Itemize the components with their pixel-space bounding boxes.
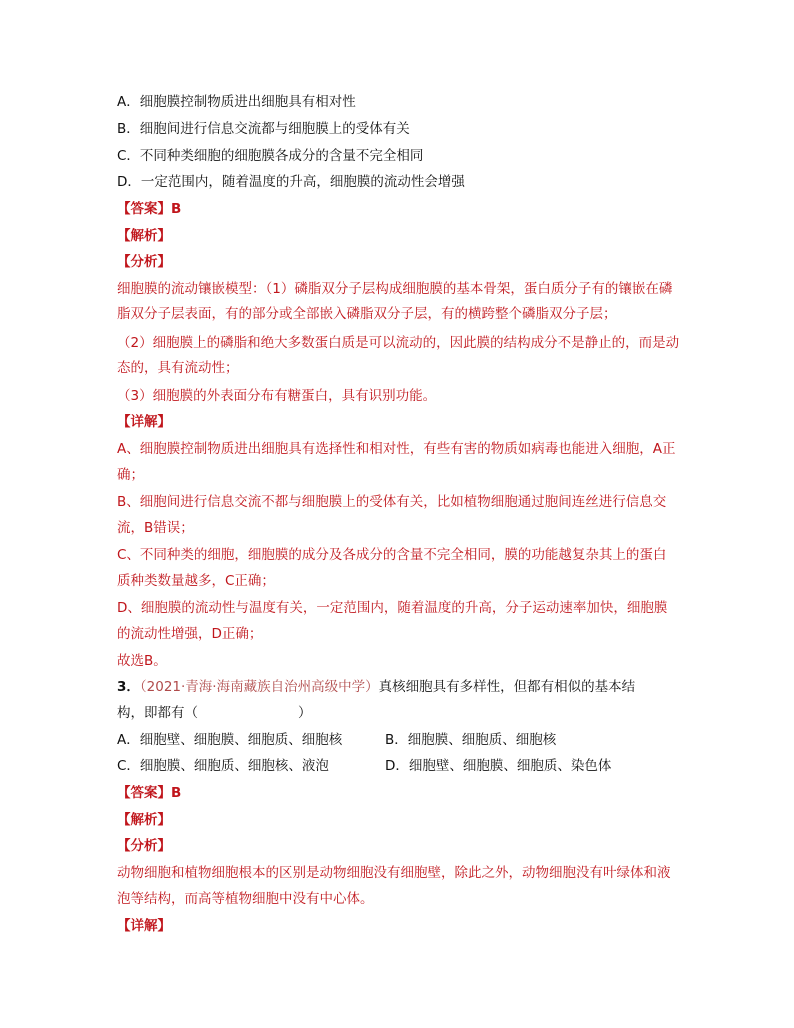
q3-stem-line-1 — [117, 677, 635, 697]
q2-option-d: D．一定范围内，随着温度的升高，细胞膜的流动性会增强 — [117, 174, 465, 190]
q2-detail-line-5: C、不同种类的细胞，细胞膜的成分及各成分的含量不完全相同，膜的功能越复杂其上的蛋白 — [117, 547, 667, 563]
q3-fenxi-line-2: 泡等结构，而高等植物细胞中没有中心体。 — [117, 891, 374, 907]
q2-detail-heading: 【详解】 — [117, 414, 171, 430]
q3-stem-part1: 真核细胞具有多样性，但都有相似的基本结 — [378, 679, 636, 695]
q2-detail-line-4: 流，B错误； — [117, 520, 194, 536]
q2-option-a: A．细胞膜控制物质进出细胞具有相对性 — [117, 94, 356, 110]
q3-fenxi-heading: 【分析】 — [117, 838, 171, 854]
q3-number: 3． — [117, 679, 140, 695]
q2-fenxi-heading: 【分析】 — [117, 254, 171, 270]
q3-fenxi-line-1: 动物细胞和植物细胞根本的区别是动物细胞没有细胞壁，除此之外，动物细胞没有叶绿体和液 — [117, 865, 671, 881]
q2-fenxi-line-3: （2）细胞膜上的磷脂和绝大多数蛋白质是可以流动的，因此膜的结构成分不是静止的，而是动 — [117, 335, 680, 351]
q3-detail-heading: 【详解】 — [117, 918, 171, 934]
q3-option-d: D．细胞壁、细胞膜、细胞质、染色体 — [385, 758, 612, 774]
q3-stem-close: ） — [298, 705, 312, 721]
q3-answer: 【答案】B — [117, 785, 182, 801]
q2-detail-line-2: 确； — [117, 467, 144, 483]
q3-option-a: A．细胞壁、细胞膜、细胞质、细胞核 — [117, 732, 343, 748]
q3-option-row-1 — [117, 730, 342, 750]
q2-fenxi-line-5: （3）细胞膜的外表面分布有糖蛋白，具有识别功能。 — [117, 388, 437, 404]
q2-fenxi-line-4: 态的，具有流动性； — [117, 360, 239, 376]
q2-option-c: C．不同种类细胞的细胞膜各成分的含量不完全相同 — [117, 148, 424, 164]
q2-detail-line-9: 故选B。 — [117, 653, 167, 669]
q3-option-c: C．细胞膜、细胞质、细胞核、液泡 — [117, 758, 329, 774]
q2-detail-line-1: A、细胞膜控制物质进出细胞具有选择性和相对性，有些有害的物质如病毒也能进入细胞，A正 — [117, 441, 676, 457]
q3-source: （2021·青海·海南藏族自治州高级中学） — [139, 679, 379, 695]
q2-detail-line-8: 的流动性增强，D正确； — [117, 626, 263, 642]
q2-detail-line-7: D、细胞膜的流动性与温度有关，一定范围内，随着温度的升高，分子运动速率加快，细胞膜 — [117, 600, 668, 616]
q2-option-b: B．细胞间进行信息交流都与细胞膜上的受体有关 — [117, 121, 410, 137]
q2-analysis-heading: 【解析】 — [117, 228, 171, 244]
q2-fenxi-line-2: 脂双分子层表面，有的部分或全部嵌入磷脂双分子层，有的横跨整个磷脂双分子层； — [117, 306, 617, 322]
q2-detail-line-3: B、细胞间进行信息交流不都与细胞膜上的受体有关，比如植物细胞通过胞间连丝进行信息交 — [117, 494, 667, 510]
q2-answer: 【答案】B — [117, 201, 182, 217]
q3-option-b: B．细胞膜、细胞质、细胞核 — [385, 732, 557, 748]
q3-analysis-heading: 【解析】 — [117, 812, 171, 828]
q2-fenxi-line-1: 细胞膜的流动镶嵌模型：（1）磷脂双分子层构成细胞膜的基本骨架，蛋白质分子有的镶嵌在磷 — [117, 281, 673, 297]
q3-stem-part2: 构，即都有（ — [117, 705, 198, 721]
q3-stem-line-2 — [117, 703, 312, 723]
q2-detail-line-6: 质种类数量越多，C正确； — [117, 573, 275, 589]
